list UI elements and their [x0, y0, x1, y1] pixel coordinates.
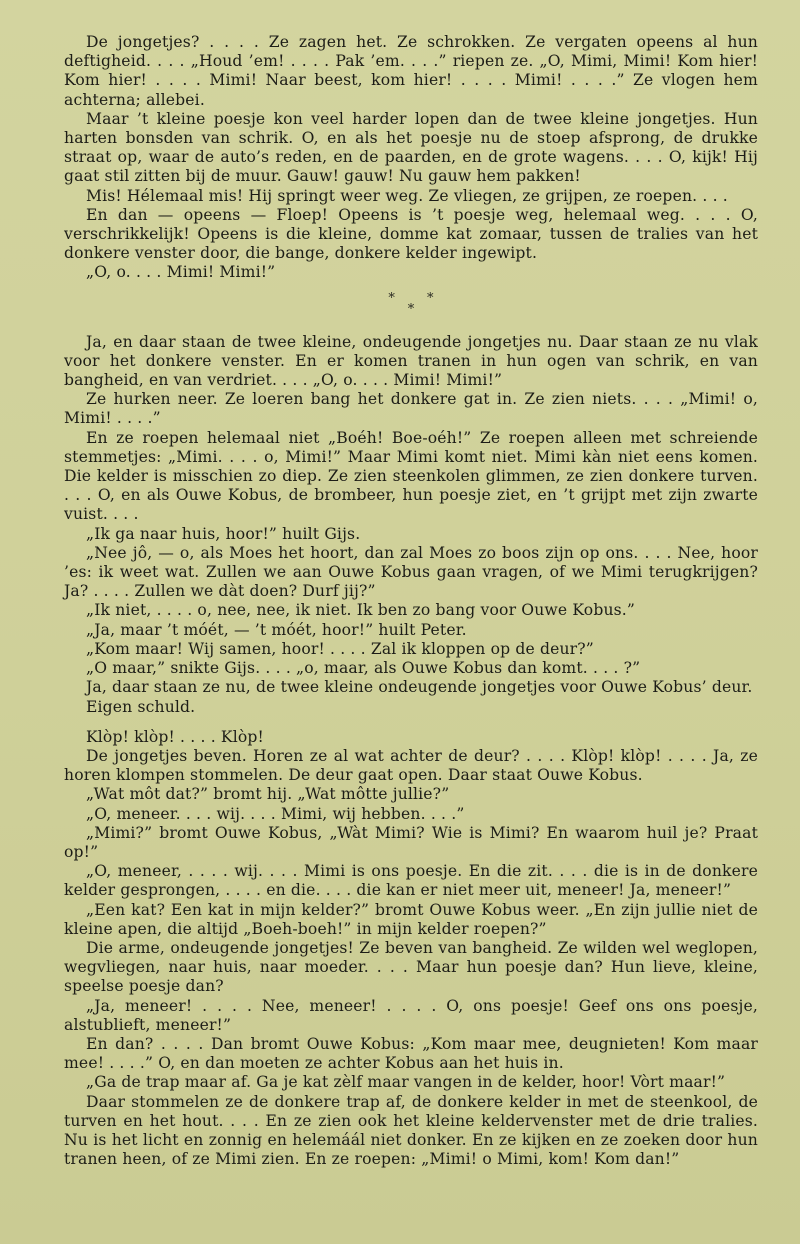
paragraph: Ze hurken neer. Ze loeren bang het donkere gat in. Ze zien niets. . . . „Mimi! o, Mimi! . . . .”	[64, 390, 758, 428]
asterism-top: * *	[388, 290, 448, 306]
paragraph: „Kom maar! Wij samen, hoor! . . . . Zal ik kloppen op de deur?”	[86, 639, 594, 658]
paragraph: Maar ’t kleine poesje kon veel harder lopen dan de twee kleine jongetjes. Hun harten bonsden van schrik. O, en als het poesje nu de stoep afsprong, de drukke straat op, waar de auto’s reden, en de paarden, en de grote wagens. . . . O, kijk! Hij gaat stil zitten bij de muur. Gauw! gauw! Nu gauw hem pakken!	[64, 109, 758, 186]
paragraph: De jongetjes beven. Horen ze al wat achter de deur? . . . . Klòp! klòp! . . . . Ja, ze horen klompen stommelen. De deur gaat open. Daar staat Ouwe Kobus.	[64, 746, 758, 785]
paragraph: „O, meneer. . . . wij. . . . Mimi, wij hebben. . . .”	[86, 804, 465, 823]
paragraph: Eigen schuld.	[86, 697, 196, 716]
section-gap	[64, 717, 758, 728]
paragraph: „Ik niet, . . . . o, nee, nee, ik niet. Ik ben zo bang voor Ouwe Kobus.”	[86, 601, 636, 620]
paragraph: „O, o. . . . Mimi! Mimi!”	[86, 263, 276, 282]
paragraph: En dan — opeens — Floep! Opeens is ’t poesje weg, helemaal weg. . . . O, verschrikkelijk! Opeens is die kleine, domme kat zomaar, tussen de tralies van het donkere venster door, die bange, donkere kelder ingewipt.	[64, 205, 758, 263]
paragraph: Mis! Hélemaal mis! Hij springt weer weg. Ze vliegen, ze grijpen, ze roepen. . . .	[86, 186, 728, 205]
paragraph: Die arme, ondeugende jongetjes! Ze beven van bangheid. Ze wilden wel weglopen, wegvliegen, naar huis, naar moeder. . . . Maar hun poesje dan? Hun lieve, kleine, speelse poesje dan?	[64, 938, 758, 996]
paragraph: „Ik ga naar huis, hoor!” huilt Gijs.	[86, 524, 361, 543]
paragraph: „Wat môt dat?” bromt hij. „Wat môtte jullie?”	[86, 785, 450, 804]
paragraph: „Ja, maar ’t móét, — ’t móét, hoor!” huilt Peter.	[86, 620, 467, 639]
paragraph: En dan? . . . . Dan bromt Ouwe Kobus: „Kom maar mee, deugnieten! Kom maar mee! . . . .” O, en dan moeten ze achter Kobus aan het huis in.	[64, 1034, 758, 1073]
paragraph: Ja, en daar staan de twee kleine, ondeugende jongetjes nu. Daar staan ze nu vlak voor het donkere venster. En er komen tranen in hun ogen van schrik, en van bangheid, en van verdriet. . . . „O, o. . . . Mimi! Mimi!”	[64, 332, 758, 390]
paragraph: „Een kat? Een kat in mijn kelder?” bromt Ouwe Kobus weer. „En zijn jullie niet de kleine apen, die altijd „Boeh-boeh!” in mijn kelder roepen?”	[64, 900, 758, 938]
paragraph: Ja, daar staan ze nu, de twee kleine ondeugende jongetjes voor Ouwe Kobus’ deur.	[86, 678, 753, 697]
paragraph: De jongetjes? . . . . Ze zagen het. Ze schrokken. Ze vergaten opeens al hun deftigheid. . . . „Houd ’em! . . . . Pak ’em. . . .” riepen ze. „O, Mimi, Mimi! Kom hier! Kom hier! . . . . Mimi! Naar beest, kom hier! . . . . Mimi! . . . .” Ze vlogen hem achterna; allebei.	[64, 33, 758, 109]
story-section-3	[64, 728, 758, 1170]
paragraph: „O maar,” snikte Gijs. . . . „o, maar, als Ouwe Kobus dan komt. . . . ?”	[86, 659, 641, 678]
paragraph: „Mimi?” bromt Ouwe Kobus, „Wàt Mimi? Wie is Mimi? En waarom huil je? Praat op!”	[64, 823, 758, 861]
paragraph: „O, meneer, . . . . wij. . . . Mimi is ons poesje. En die zit. . . . die is in de donkere kelder gesprongen, . . . . en die. . . . die kan er niet meer uit, meneer! Ja, meneer!”	[64, 862, 758, 900]
paragraph: „Ga de trap maar af. Ga je kat zèlf maar vangen in de kelder, hoor! Vòrt maar!”	[86, 1073, 726, 1092]
section-divider-asterism	[64, 287, 758, 321]
paragraph: Daar stommelen ze de donkere trap af, de donkere kelder in met de steenkool, de turven en het hout. . . . En ze zien ook het kleine keldervenster met de drie tralies. Nu is het licht en zonnig en helemáál niet donker. En ze kijken en ze zoeken door hun tranen heen, of ze Mimi zien. En ze roepen: „Mimi! o Mimi, kom! Kom dan!”	[64, 1092, 758, 1169]
story-section-1	[64, 33, 758, 283]
paragraph: „Nee jô, — o, als Moes het hoort, dan zal Moes zo boos zijn op ons. . . . Nee, hoor ’es: ik weet wat. Zullen we aan Ouwe Kobus gaan vragen, of we Mimi terugkrijgen? Ja? . . . . Zullen we dàt doen? Durf jij?”	[64, 543, 758, 601]
paragraph: En ze roepen helemaal niet „Boéh! Boe-oéh!” Ze roepen alleen met schreiende stemmetjes: „Mimi. . . . o, Mimi!” Maar Mimi komt niet. Mimi kàn niet eens komen. Die kelder is misschien zo diep. Ze zien steenkolen glimmen, ze zien donkere turven. . . . O, en als Ouwe Kobus, de brombeer, hun poesje ziet, en ’t grijpt met zijn zwarte vuist. . . .	[64, 428, 758, 524]
asterism-bottom: *	[407, 301, 415, 317]
story-section-2	[64, 333, 758, 717]
paragraph: „Ja, meneer! . . . . Nee, meneer! . . . . O, ons poesje! Geef ons ons poesje, alstublieft, meneer!”	[64, 996, 758, 1034]
paragraph: Klòp! klòp! . . . . Klòp!	[86, 727, 264, 746]
